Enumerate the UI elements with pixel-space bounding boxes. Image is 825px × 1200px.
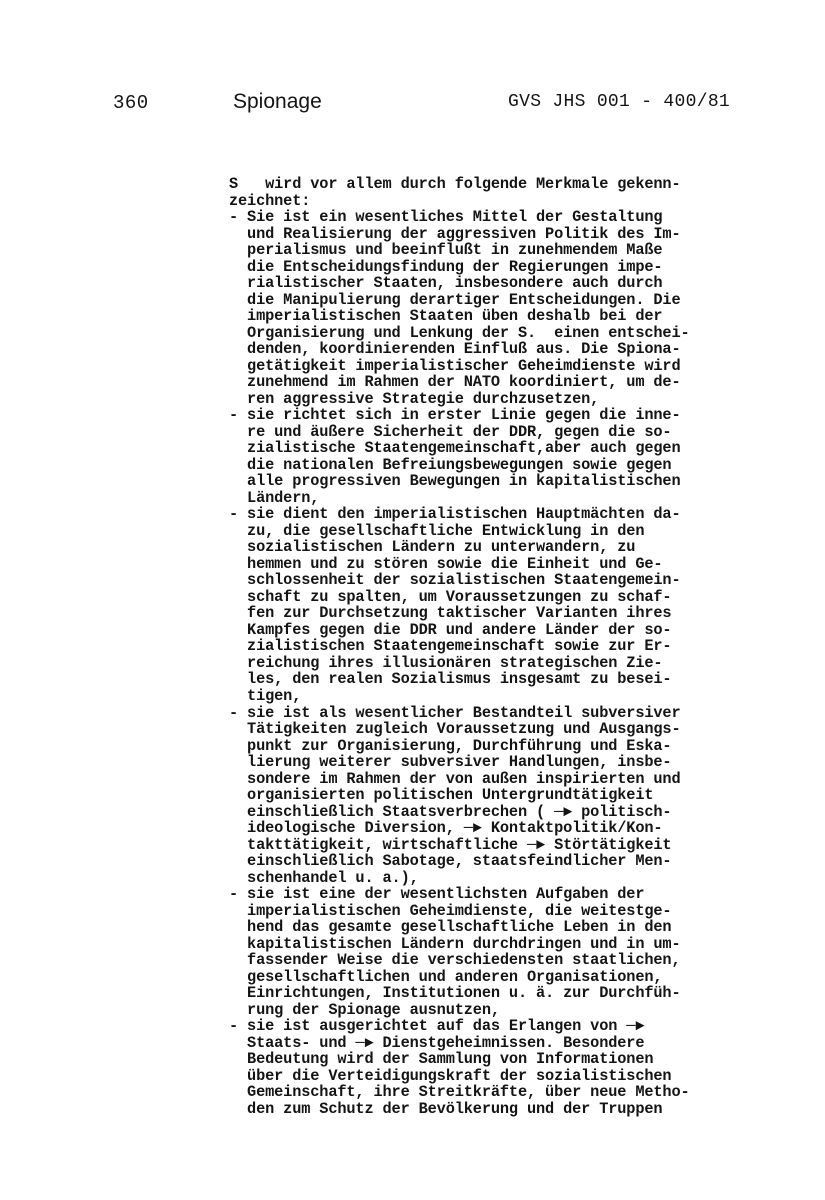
text-line: Ländern,	[229, 488, 320, 507]
text-line: organisierten politischen Untergrundtätigkeit	[229, 786, 654, 805]
text-line: Einrichtungen, Institutionen u. ä. zur Durchfüh-	[229, 984, 681, 1003]
text-line: alle progressiven Bewegungen in kapitalistischen	[229, 472, 681, 491]
text-line: perialismus und beeinflußt in zunehmendem Maße	[229, 241, 663, 260]
text-line: Tätigkeiten zugleich Voraussetzung und Ausgangs-	[229, 720, 681, 739]
text-line: sondere im Rahmen der von außen inspirierten und	[229, 769, 681, 788]
text-line: hend das gesamte gesellschaftliche Leben in den	[229, 918, 672, 937]
text-line: rung der Spionage ausnutzen,	[229, 1000, 500, 1019]
text-line: punkt zur Organisierung, Durchführung und Eska-	[229, 736, 672, 755]
text-line: die nationalen Befreiungsbewegungen sowie gegen	[229, 455, 672, 474]
text-line: Organisierung und Lenkung der S. einen entschei-	[229, 323, 690, 342]
text-line: getätigkeit imperialistischer Geheimdienste wird	[229, 356, 681, 375]
text-line: den zum Schutz der Bevölkerung und der Truppen	[229, 1099, 663, 1118]
text-line: Staats- und ─► Dienstgeheimnissen. Besondere	[229, 1033, 645, 1052]
document-reference: GVS JHS 001 - 400/81	[508, 92, 731, 112]
text-line: zeichnet:	[229, 191, 311, 210]
body-text	[229, 176, 749, 1117]
text-line: kapitalistischen Ländern durchdringen und in um-	[229, 934, 681, 953]
text-line: schlossenheit der sozialistischen Staatengemein-	[229, 571, 681, 590]
page-title: Spionage	[233, 90, 322, 113]
text-line: Bedeutung wird der Sammlung von Informationen	[229, 1050, 654, 1069]
text-line: Kampfes gegen die DDR und andere Länder der so-	[229, 620, 672, 639]
text-line: S wird vor allem durch folgende Merkmale gekenn-	[229, 175, 681, 193]
page-number: 360	[113, 92, 149, 114]
text-line: schaft zu spalten, um Voraussetzungen zu schaf-	[229, 587, 672, 606]
text-line: - sie ist ausgerichtet auf das Erlangen von ─►	[229, 1017, 645, 1036]
text-line: - sie ist als wesentlicher Bestandteil subversiver	[229, 703, 681, 722]
text-line: ideologische Diversion, ─► Kontaktpolitik/Kon-	[229, 819, 663, 838]
text-line: einschließlich Staatsverbrechen ( ─► politisch-	[229, 802, 672, 821]
text-line: - sie ist eine der wesentlichsten Aufgaben der	[229, 885, 645, 904]
text-line: re und äußere Sicherheit der DDR, gegen die so-	[229, 422, 672, 441]
text-line: einschließlich Sabotage, staatsfeindlicher Men-	[229, 852, 672, 871]
text-line: gesellschaftlichen und anderen Organisationen,	[229, 967, 663, 986]
text-line: Gemeinschaft, ihre Streitkräfte, über neue Metho-	[229, 1083, 690, 1102]
text-line: denden, koordinierenden Einfluß aus. Die Spiona-	[229, 340, 681, 359]
text-line: rialistischer Staaten, insbesondere auch durch	[229, 274, 663, 293]
text-line: sozialistischen Ländern zu unterwandern, zu	[229, 538, 636, 557]
text-line: tigen,	[229, 686, 302, 705]
text-line: takttätigkeit, wirtschaftliche ─► Störtätigkeit	[229, 835, 672, 854]
text-line: die Manipulierung derartiger Entscheidungen. Die	[229, 290, 681, 309]
text-line: lierung weiterer subversiver Handlungen, insbe-	[229, 753, 672, 772]
text-line: imperialistischen Staaten üben deshalb bei der	[229, 307, 663, 326]
text-line: schenhandel u. a.),	[229, 868, 419, 887]
text-line: reichung ihres illusionären strategischen Zie-	[229, 653, 663, 672]
text-line: zu, die gesellschaftliche Entwicklung in den	[229, 521, 645, 540]
text-line: hemmen und zu stören sowie die Einheit und Ge-	[229, 554, 663, 573]
text-line: fen zur Durchsetzung taktischer Varianten ihres	[229, 604, 672, 623]
text-line: und Realisierung der aggressiven Politik des Im-	[229, 224, 681, 243]
text-line: - sie richtet sich in erster Linie gegen die inne-	[229, 406, 681, 425]
text-line: ren aggressive Strategie durchzusetzen,	[229, 389, 600, 408]
text-line: - Sie ist ein wesentliches Mittel der Gestaltung	[229, 208, 663, 227]
text-line: zunehmend im Rahmen der NATO koordiniert, um de-	[229, 373, 681, 392]
text-line: imperialistischen Geheimdienste, die weitestge-	[229, 901, 672, 920]
text-line: zialistische Staatengemeinschaft,aber auch gegen	[229, 439, 681, 458]
text-line: über die Verteidigungskraft der sozialistischen	[229, 1066, 672, 1085]
text-line: die Entscheidungsfindung der Regierungen impe-	[229, 257, 663, 276]
text-line: fassender Weise die verschiedensten staatlichen,	[229, 951, 681, 970]
text-line: - sie dient den imperialistischen Hauptmächten da-	[229, 505, 681, 524]
text-line: zialistischen Staatengemeinschaft sowie zur Er-	[229, 637, 672, 656]
text-line: les, den realen Sozialismus insgesamt zu besei-	[229, 670, 672, 689]
